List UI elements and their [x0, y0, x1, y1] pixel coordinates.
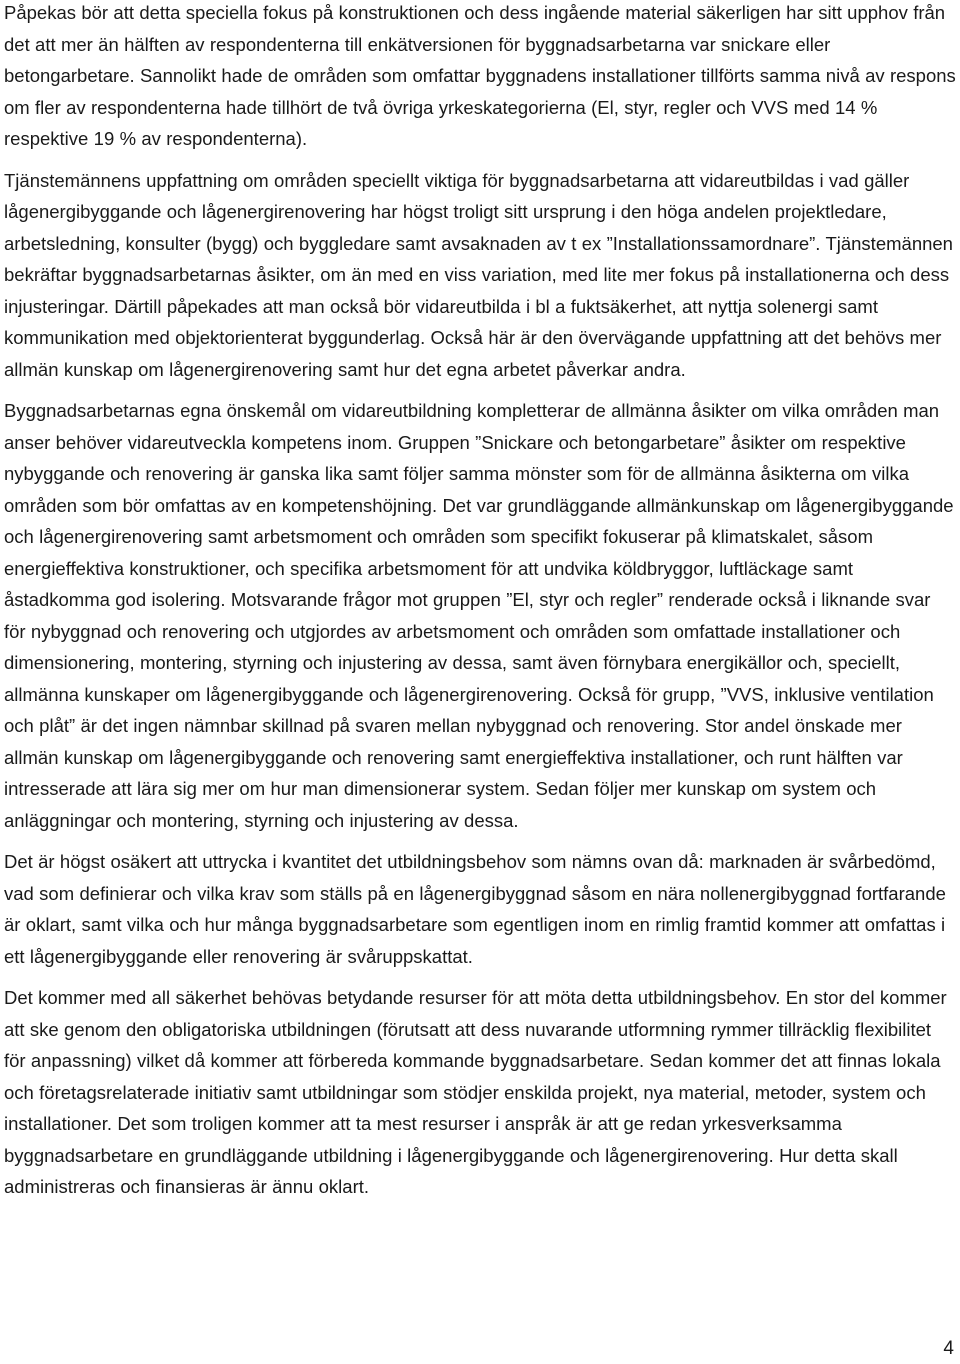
- paragraph-quantity-uncertainty: Det är högst osäkert att uttrycka i kvantitet det utbildningsbehov som nämns ovan då: marknaden är svårbedömd, vad som definierar och vilka krav som ställs på en lågenergibyggnad såsom en nära nollenergibyggnad fortfarande är oklart, samt vilka och hur många byggnadsarbetare som egentligen inom en rimlig framtid kommer att omfattas i ett lågenergibyggande eller renovering är svåruppskattat.: [4, 851, 946, 967]
- paragraph-officials-view: Tjänstemännens uppfattning om områden speciellt viktiga för byggnadsarbetarna att vidareutbildas i vad gäller lågenergibyggande och lågenergirenovering har högst troligt sitt ursprung i den höga andelen projektledare, arbetsledning, konsulter (bygg) och byggledare samt avsaknaden av t ex ”Installationssamordnare”. Tjänstemännen bekräftar byggnadsarbetarnas åsikter, om än med en viss variation, med lite mer fokus på installationerna och dess injusteringar. Därtill påpekades att man också bör vidareutbilda i bl a fuktsäkerhet, att nyttja solenergi samt kommunikation med objektorienterat byggunderlag. Också här är den övervägande uppfattning att det behövs mer allmän kunskap om lågenergirenovering samt hur det egna arbetet påverkar andra.: [4, 169, 953, 380]
- paragraph-resources-needed: Det kommer med all säkerhet behövas betydande resurser för att möta detta utbildningsbehov. En stor del kommer att ske genom den obligatoriska utbildningen (förutsatt att dess nuvarande utformning rymmer tillräcklig flexibilitet för anpassning) vilket då kommer att förbereda kommande byggnadsarbetare. Sedan kommer det att finnas lokala och företagsrelaterade initiativ samt utbildningar som stödjer enskilda projekt, nya material, metoder, system och installationer. Det som troligen kommer att ta mest resurser i anspråk är att ge redan yrkesverksamma byggnadsarbetare en grundläggande utbildning i lågenergibyggande och lågenergirenovering. Hur detta skall administreras och finansieras är ännu oklart.: [4, 987, 947, 1197]
- document-page: [4, 0, 956, 1203]
- paragraph-installations-response: Påpekas bör att detta speciella fokus på konstruktionen och dess ingående material säkerligen har sitt upphov från det att mer än hälften av respondenterna till enkätversionen för byggnadsarbetarna var snickare eller betongarbetare. Sannolikt hade de områden som omfattar byggnadens installationer tillförts samma nivå av respons om fler av respondenterna hade tillhört de två övriga yrkeskategorierna (El, styr, regler och VVS med 14 % respektive 19 % av respondenterna).: [4, 2, 956, 149]
- paragraph-workers-wishes: Byggnadsarbetarnas egna önskemål om vidareutbildning kompletterar de allmänna åsikter om vilka områden man anser behöver vidareutveckla kompetens inom. Gruppen ”Snickare och betongarbetare” åsikter om respektive nybyggande och renovering är ganska lika samt följer samma mönster som för de allmänna åsikterna om vilka områden som bör omfattas av en kompetenshöjning. Det var grundläggande allmänkunskap om lågenergibyggande och lågenergirenovering samt arbetsmoment och områden som specifikt fokuserar på klimatskalet, såsom energieffektiva konstruktioner, och specifika arbetsmoment för att undvika köldbryggor, luftläckage samt åstadkomma god isolering. Motsvarande frågor mot gruppen ”El, styr och regler” renderade också i liknande svar för nybyggnad och renovering och utgjordes av arbetsmoment och områden som omfattade installationer och dimensionering, montering, styrning och injustering av dessa, samt även förnybara energikällor och, speciellt, allmänna kunskaper om lågenergibyggande och lågenergirenovering. Också för grupp, ”VVS, inklusive ventilation och plåt” är det ingen nämnbar skillnad på svaren mellan nybyggnad och renovering. Stor andel önskade mer allmän kunskap om lågenergibyggande och renovering samt energieffektiva installationer, och runt hälften var intresserade att lära sig mer om hur man dimensionerar system. Sedan följer mer kunskap om system och anläggningar och montering, styrning och injustering av dessa.: [4, 400, 954, 831]
- page-number: 4: [943, 1338, 954, 1359]
